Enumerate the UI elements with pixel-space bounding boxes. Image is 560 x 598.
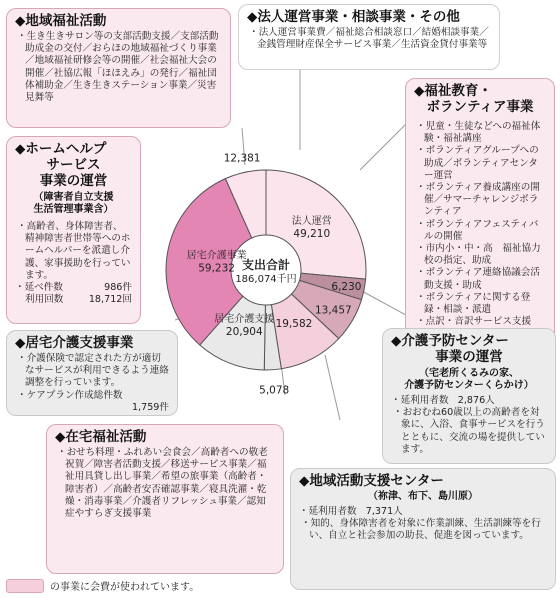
education-title-2: ボランティア事業: [426, 99, 534, 115]
corporate-title: ◆法人運営事業・相談事業・その他: [247, 9, 460, 25]
corporate-item: ・法人運営事業費／福祉総合相談窓口／結婚相談事業／金銭管理財産保全サービス事業／生活資金貸付事業等: [249, 27, 489, 51]
education-item: ・ボランティアに関する登録・相談・派遣: [416, 291, 531, 316]
prevention-title-1: ◆介護予防センター: [391, 333, 509, 349]
regional-title: ◆地域福祉活動: [15, 13, 107, 29]
homehelp-box: [6, 136, 141, 324]
care-support-box: [6, 330, 178, 416]
stat-label: ・延べ件数: [15, 282, 63, 294]
inhome-box: [46, 424, 284, 574]
prevention-box: [382, 328, 556, 464]
prevention-sub-1: （宅老所くるみの家、: [419, 368, 519, 379]
care-support-item: ・ケアプラン作成総件数: [17, 389, 123, 401]
community-stat: [299, 506, 547, 518]
homehelp-item: ・高齢者、身体障害者、精神障害者世帯等へのホームヘルパーを派遣し介護、家事援助を行っています。: [17, 221, 131, 281]
stat-value: 7,371人: [365, 506, 403, 517]
total-value: 186,074千円: [235, 274, 297, 285]
chart-center: [228, 258, 304, 286]
slice-label: 法人運営: [291, 216, 332, 228]
stat-label: ・延利用者数: [299, 506, 357, 517]
legend-text: の事業に会費が使われています。: [50, 582, 200, 593]
slice-label: 居宅介護支援: [214, 313, 275, 325]
prevention-title-2: 事業の運営: [435, 349, 503, 365]
homehelp-title-2: サービス: [46, 157, 101, 173]
prevention-item: ・おおむね60歳以上の高齢者を対象に、入浴、食事サービスを行うとともに、交流の場を提供しています。: [393, 407, 545, 455]
homehelp-sub-1: （障害者自立支援: [33, 192, 114, 203]
care-support-item: ・介護保険で認定された方が適切なサービスが利用できるよう連絡調整を行っています。: [17, 353, 169, 389]
homehelp-stat-2: [15, 294, 132, 306]
homehelp-stat-1: [15, 282, 132, 294]
education-item: ・児童・生徒などへの福祉体験・福祉講座: [416, 121, 541, 145]
slice-value-label: 59,232: [198, 262, 235, 275]
education-item: ・点訳・音訳サービス支援: [416, 316, 532, 328]
prevention-sub-2: 介護予防センターくらかけ）: [404, 380, 534, 391]
legend-swatch: [6, 579, 44, 593]
slice-value-label: 6,230: [331, 280, 362, 293]
homehelp-sub-2: 生活管理事業含）: [33, 204, 114, 215]
corporate-box: [238, 4, 500, 70]
inhome-item: ・おせち料理・ふれあい会食会／高齢者への敬老祝賀／障害者活動支援／移送サービス事業／福祉用具貸し出し事業／希望の旅事業（高齢者・障害者）／高齢者安否確認事業／寝具洗濯・乾燥・消毒事業／介護者リフレッシュ事業／認知症やすらぎ支援事業: [57, 447, 268, 520]
care-support-title: ◆居宅介護支援事業: [15, 335, 134, 351]
stat-label: 利用回数: [25, 294, 64, 306]
homehelp-title-3: 事業の運営: [39, 173, 108, 189]
education-title-1: ◆福祉教育・: [414, 83, 492, 99]
regional-welfare-box: [6, 8, 231, 128]
legend: [6, 578, 199, 593]
education-item: ・ボランティアフェスティバルの開催: [416, 218, 539, 242]
community-title: ◆地域活動支援センター: [299, 473, 444, 489]
stat-label: ・延利用者数: [391, 395, 449, 406]
community-box: [290, 468, 556, 590]
inhome-title: ◆在宅福祉活動: [55, 429, 147, 445]
slice-value-label: 20,904: [225, 325, 263, 338]
community-item: ・知的、身体障害者を対象に作業訓練、生活訓練等を行い、自立と社会参加の助長、促進を図っています。: [301, 518, 541, 542]
education-box: [405, 78, 555, 346]
stat-value: 2,876人: [457, 395, 495, 406]
slice-value-label: 12,381: [223, 152, 261, 165]
education-item: ・ボランティア連絡協議会活動支援・助成: [416, 267, 540, 291]
slice-value-label: 5,078: [259, 384, 290, 397]
slice-value-label: 19,582: [275, 318, 313, 331]
regional-item: ・生き生きサロン等の支部活動支援／支部活動助成金の交付／おらほの地域福祉づくり事業／地域福祉研修会等の開催／社会福祉大会の開催／社協広報「ほほえみ」の発行／福祉団体補助金／生き生きステーション事業／災害見舞等: [17, 31, 219, 104]
homehelp-title-1: ◆ホームヘルプ: [15, 141, 107, 157]
stat-value: 986件: [104, 282, 132, 294]
education-item: ・ボランティアグループへの助成／ボランティアセンター運営: [416, 145, 539, 181]
slice-label: 居宅介護事業: [186, 250, 247, 262]
slice-value-label: 49,210: [293, 228, 331, 241]
slice-value-label: 13,457: [314, 304, 352, 317]
stat-value: 18,712回: [88, 294, 132, 306]
community-sub: （祢津、布下、島川原）: [368, 491, 478, 502]
care-support-count: 1,759件: [131, 401, 169, 413]
education-item: ・ボランティア養成講座の開催／サマーチャレンジボランティア: [416, 182, 540, 218]
total-label: 支出合計: [241, 258, 290, 272]
prevention-stat: [391, 395, 547, 407]
education-item: ・市内小・中・高 福祉協力校の指定、助成: [416, 243, 541, 267]
